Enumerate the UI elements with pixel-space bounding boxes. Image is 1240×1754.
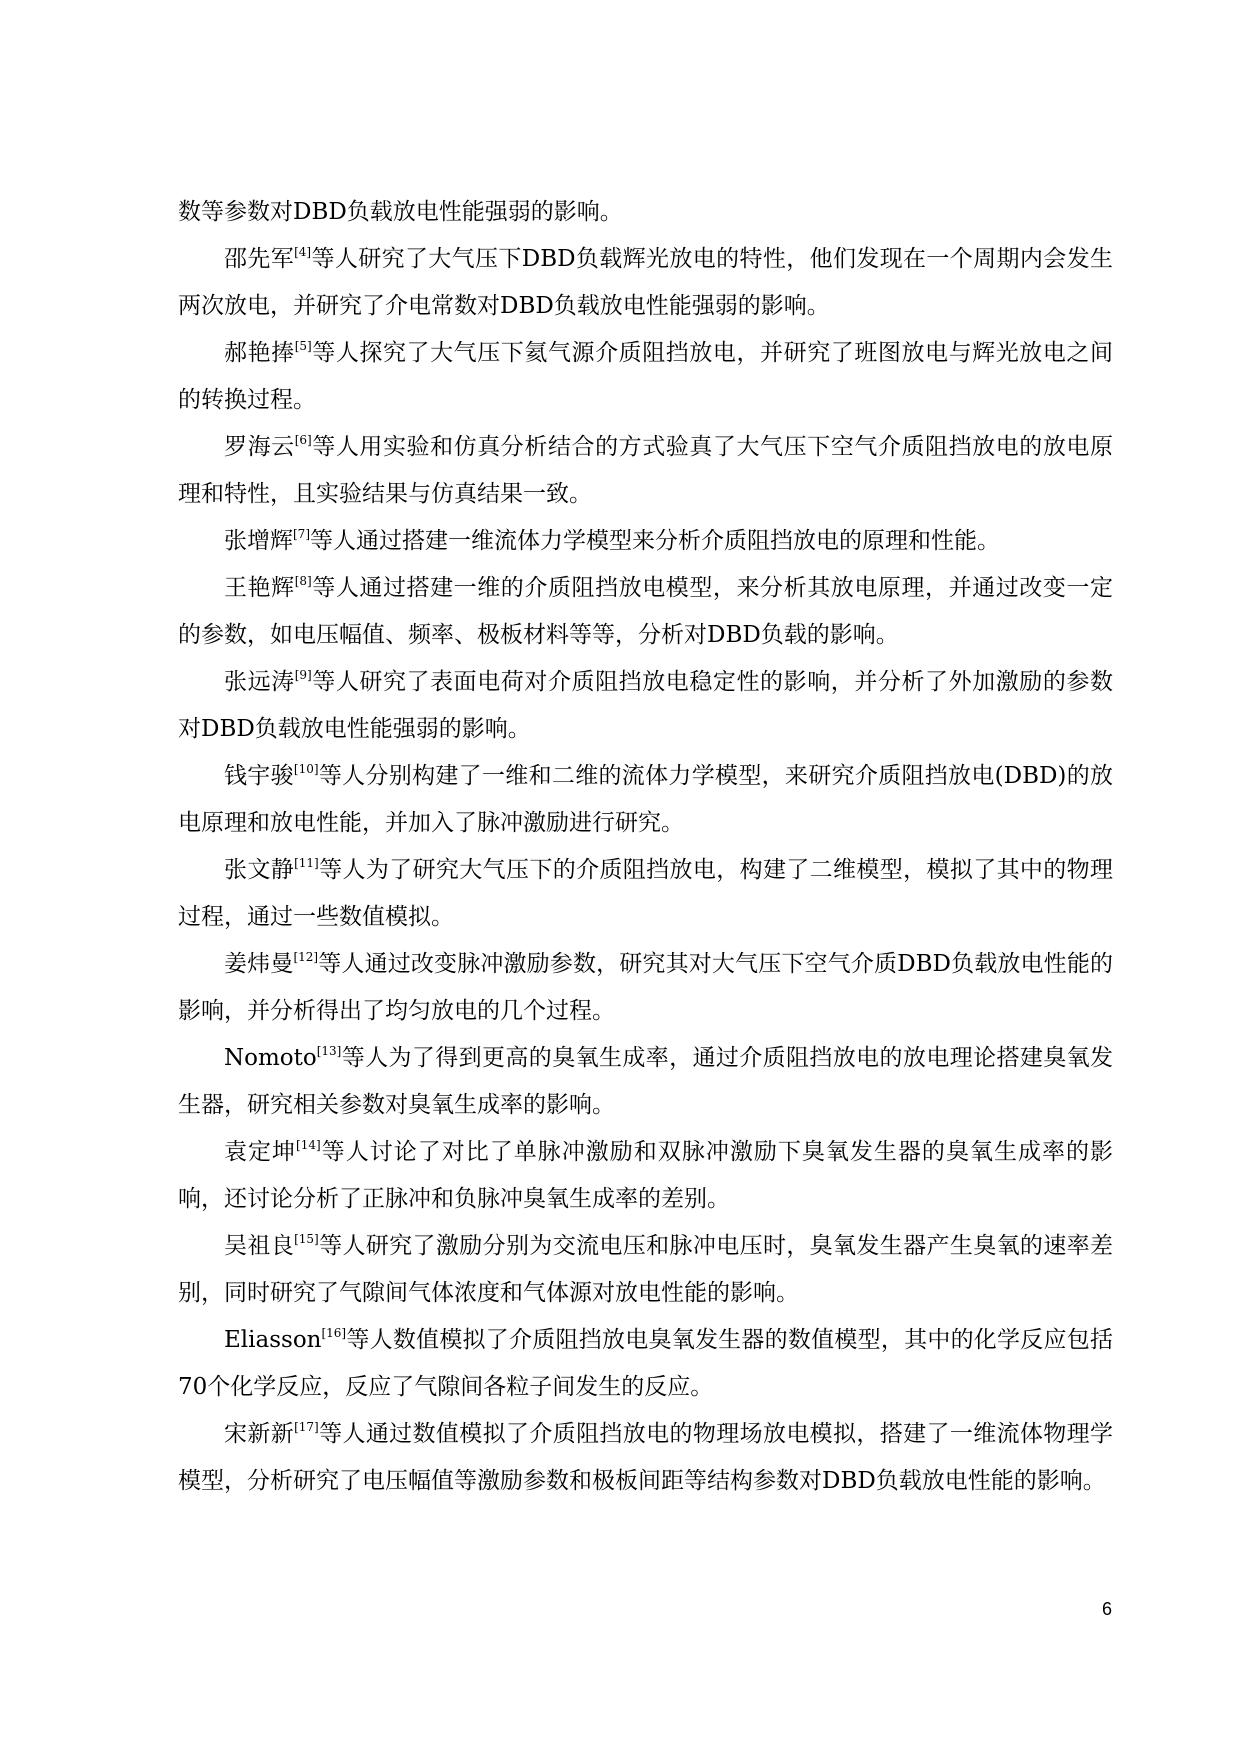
citation-ref: [11] <box>294 856 319 870</box>
paragraph: 宋新新[17]等人通过数值模拟了介质阻挡放电的物理场放电模拟，搭建了一维流体物理学模型，分析研究了电压幅值等激励参数和极板间距等结构参数对DBD负载放电性能的影响。 <box>178 1420 1114 1494</box>
paragraph: 邵先军[4]等人研究了大气压下DBD负载辉光放电的特性，他们发现在一个周期内会发生两次放电，并研究了介电常数对DBD负载放电性能强弱的影响。 <box>178 245 1113 319</box>
citation-ref: [14] <box>296 1138 321 1152</box>
cited-author: 张增辉 <box>224 528 293 554</box>
paragraph: Nomoto[13]等人为了得到更高的臭氧生成率，通过介质阻挡放电的放电理论搭建臭氧发生器，研究相关参数对臭氧生成率的影响。 <box>178 1044 1113 1118</box>
paragraph: 郝艳捧[5]等人探究了大气压下氦气源介质阻挡放电，并研究了班图放电与辉光放电之间的转换过程。 <box>178 339 1114 413</box>
cited-author: 张文静 <box>224 857 295 883</box>
paragraph: 吴祖良[15]等人研究了激励分别为交流电压和脉冲电压时，臭氧发生器产生臭氧的速率差别，同时研究了气隙间气体浓度和气体源对放电性能的影响。 <box>178 1232 1114 1306</box>
paragraph: 张远涛[9]等人研究了表面电荷对介质阻挡放电稳定性的影响，并分析了外加激励的参数对DBD负载放电性能强弱的影响。 <box>178 668 1114 742</box>
cited-author: 罗海云 <box>224 434 295 460</box>
cited-author: 吴祖良 <box>224 1233 295 1259</box>
citation-ref: [12] <box>293 950 319 964</box>
cited-author: 姜炜曼 <box>224 951 294 977</box>
citation-ref: [13] <box>316 1044 342 1058</box>
paragraph: 张文静[11]等人为了研究大气压下的介质阻挡放电，构建了二维模型，模拟了其中的物理过程，通过一些数值模拟。 <box>178 856 1114 930</box>
citation-ref: [6] <box>294 433 312 447</box>
cited-author: 王艳辉 <box>224 575 295 601</box>
document-body <box>178 189 1113 1505</box>
paragraph: 数等参数对DBD负载放电性能强弱的影响。 <box>178 199 623 225</box>
paragraph: 姜炜曼[12]等人通过改变脉冲激励参数，研究其对大气压下空气介质DBD负载放电性能的影响，并分析得出了均匀放电的几个过程。 <box>178 950 1113 1024</box>
citation-ref: [7] <box>293 527 310 541</box>
paragraph: 张增辉[7]等人通过搭建一维流体力学模型来分析介质阻挡放电的原理和性能。 <box>224 527 1000 554</box>
paragraph: Eliasson[16]等人数值模拟了介质阻挡放电臭氧发生器的数值模型，其中的化学反应包括70个化学反应，反应了气隙间各粒子间发生的反应。 <box>178 1326 1113 1400</box>
page-number: 6 <box>1101 1599 1112 1619</box>
paragraph: 钱宇骏[10]等人分别构建了一维和二维的流体力学模型，来研究介质阻挡放电(DBD)的放电原理和放电性能，并加入了脉冲激励进行研究。 <box>178 762 1114 836</box>
cited-author: 郝艳捧 <box>224 340 295 366</box>
citation-ref: [17] <box>294 1420 319 1434</box>
paragraph: 王艳辉[8]等人通过搭建一维的介质阻挡放电模型，来分析其放电原理，并通过改变一定的参数，如电压幅值、频率、极板材料等等，分析对DBD负载的影响。 <box>178 574 1114 648</box>
cited-author: 邵先军 <box>224 246 295 272</box>
paragraph: 罗海云[6]等人用实验和仿真分析结合的方式验真了大气压下空气介质阻挡放电的放电原理和特性，且实验结果与仿真结果一致。 <box>178 433 1114 507</box>
citation-ref: [15] <box>294 1232 319 1246</box>
cited-author: 钱宇骏 <box>224 763 294 789</box>
paragraph: 袁定坤[14]等人讨论了对比了单脉冲激励和双脉冲激励下臭氧发生器的臭氧生成率的影响，还讨论分析了正脉冲和负脉冲臭氧生成率的差别。 <box>178 1138 1114 1212</box>
citation-ref: [9] <box>294 668 312 682</box>
citation-ref: [5] <box>294 339 312 353</box>
cited-author: 袁定坤 <box>224 1139 297 1165</box>
cited-author: Eliasson <box>224 1327 322 1353</box>
citation-ref: [10] <box>293 762 319 776</box>
cited-author: 张远涛 <box>224 669 295 695</box>
citation-ref: [16] <box>321 1326 347 1340</box>
cited-author: Nomoto <box>224 1045 317 1071</box>
citation-ref: [4] <box>294 245 312 259</box>
citation-ref: [8] <box>294 574 312 588</box>
cited-author: 宋新新 <box>224 1421 295 1447</box>
